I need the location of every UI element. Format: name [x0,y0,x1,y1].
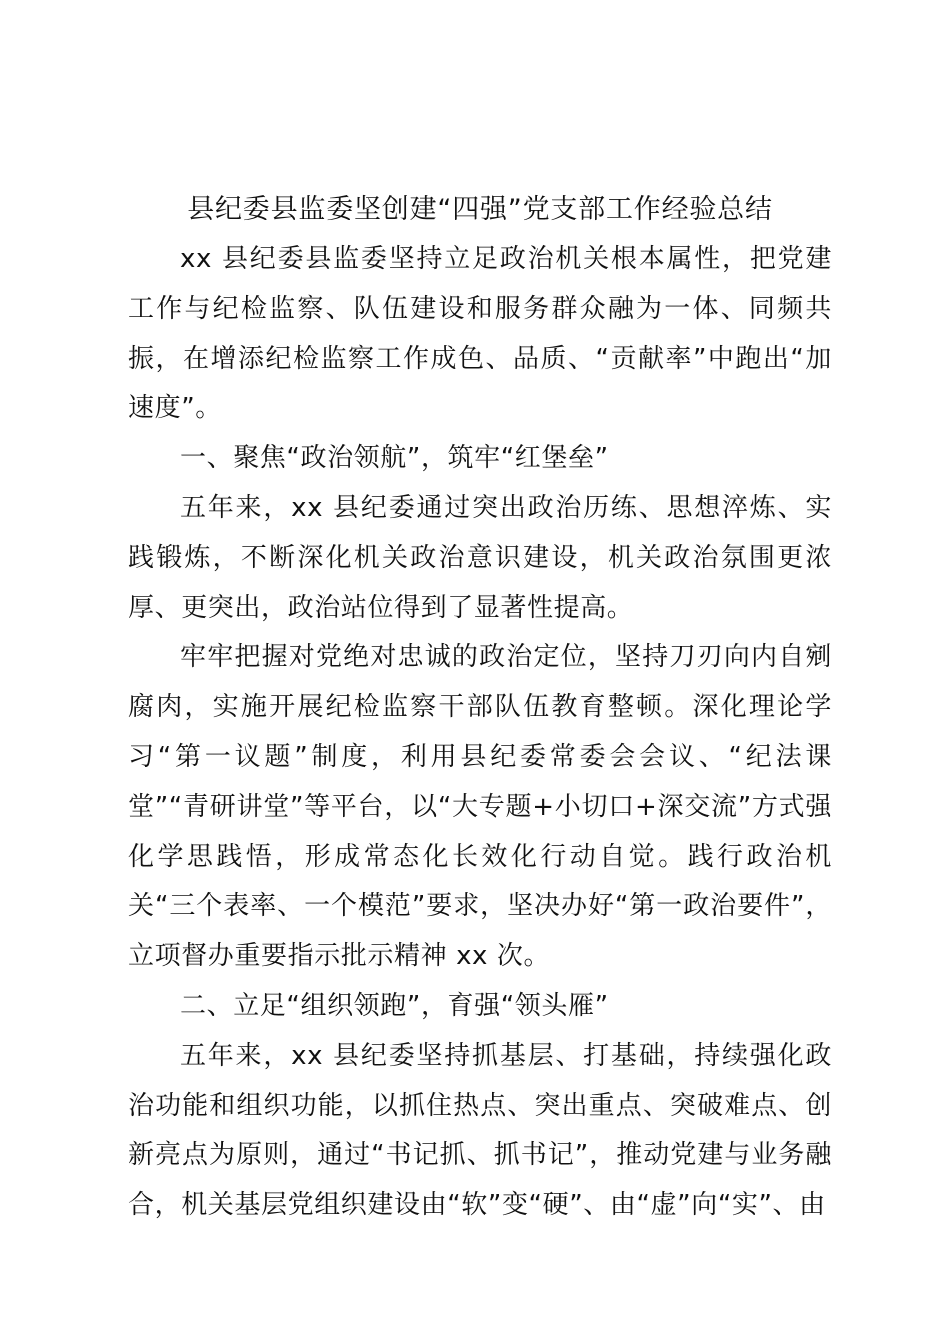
document-title: 县纪委县监委坚创建“四强”党支部工作经验总结 [187,194,773,225]
section-heading-1: 一、聚焦“政治领航”，筑牢“红堡垒” [180,443,609,474]
section-1-paragraph-2: 牢牢把握对党绝对忠诚的政治定位，坚持刀刃向内自剜腐肉，实施开展纪检监察干部队伍教育整顿。深化理论学习“第一议题”制度，利用县纪委常委会会议、“纪法课堂”“青研讲堂”等平台，以“大专题+小切口+深交流”方式强化学思践悟，形成常态化长效化行动自觉。践行政治机关“三个表率、一个模范”要求，坚决办好“第一政治要件”，立项督办重要指示批示精神 xx 次。 [128,642,832,972]
document-body [128,185,832,1231]
section-heading-2: 二、立足“组织领跑”，育强“领头雁” [180,990,609,1021]
intro-paragraph: xx 县纪委县监委坚持立足政治机关根本属性，把党建工作与纪检监察、队伍建设和服务群众融为一体、同频共振，在增添纪检监察工作成色、品质、“贡献率”中跑出“加速度”。 [128,244,832,424]
section-1-paragraph-1: 五年来，xx 县纪委通过突出政治历练、思想淬炼、实践锻炼，不断深化机关政治意识建设，机关政治氛围更浓厚、更突出，政治站位得到了显著性提高。 [128,492,832,623]
section-2-paragraph-1: 五年来，xx 县纪委坚持抓基层、打基础，持续强化政治功能和组织功能，以抓住热点、突出重点、突破难点、创新亮点为原则，通过“书记抓、抓书记”，推动党建与业务融合，机关基层党组织建设由“软”变“硬”、由“虚”向“实”、由 [128,1040,832,1221]
